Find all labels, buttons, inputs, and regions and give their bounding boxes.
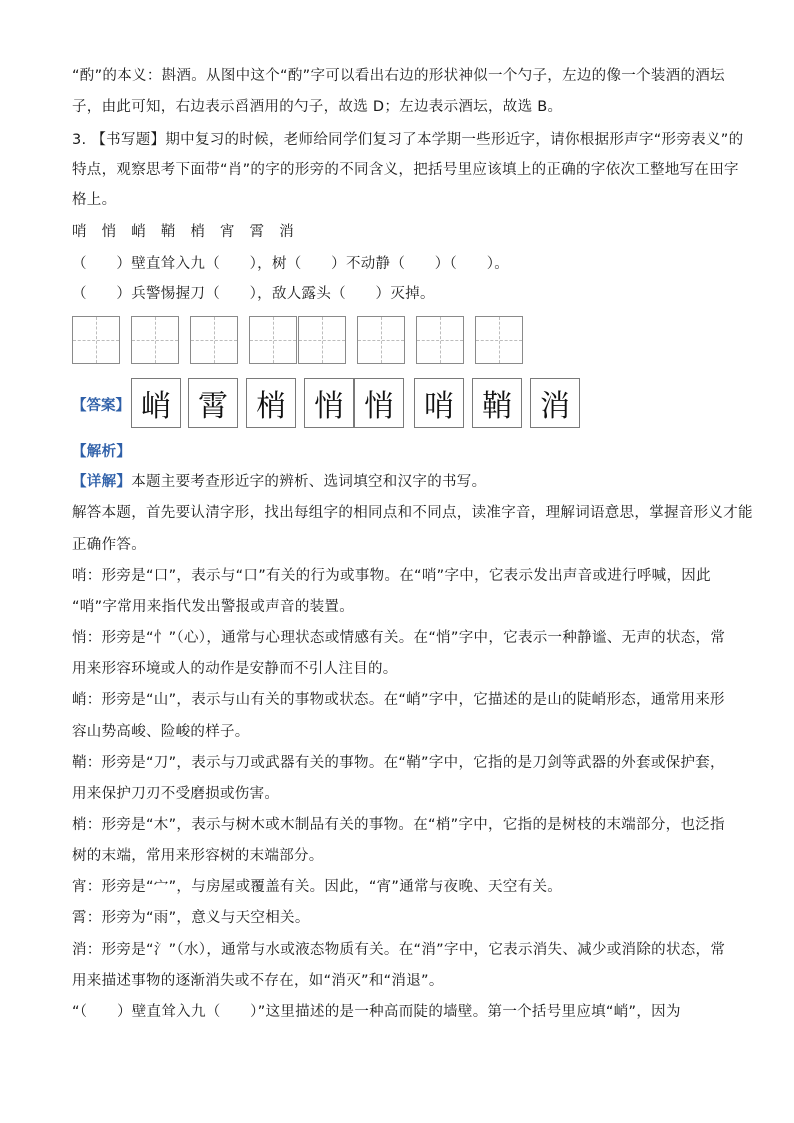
text-line: “（ ）壁直耸入九（ ）”这里描述的是一种高而陡的墙壁。第一个括号里应填“峭”，因为 [72, 1004, 681, 1020]
text-line: “酌”的本义：斟酒。从图中这个“酌”字可以看出右边的形状神似一个勺子，左边的像一个装酒的酒坛 [72, 68, 725, 84]
detail-label: 【详解】 [72, 474, 132, 490]
text-line: 鞘：形旁是“刀”，表示与刀或武器有关的事物。在“鞘”字中，它指的是刀剑等武器的外套或保护套， [72, 755, 725, 771]
text-line: 容山势高峻、险峻的样子。 [72, 724, 250, 740]
answer-label: 【答案】 [72, 398, 130, 414]
text-line: 宵：形旁是“宀”，与房屋或覆盖有关。因此，“宵”通常与夜晚、天空有关。 [72, 879, 563, 895]
text-line: 格上。 [72, 192, 117, 208]
text-line: 用来描述事物的逐渐消失或不存在，如“消灭”和“消退”。 [72, 973, 444, 989]
tianzi-grid-cell [131, 316, 179, 364]
answer-char-box: 悄 [354, 378, 404, 428]
text-line: 梢：形旁是“木”，表示与树木或木制品有关的事物。在“梢”字中，它指的是树枝的末端部分，也泛指 [72, 817, 725, 833]
analysis-label: 【解析】 [72, 444, 132, 460]
answer-char-box: 消 [530, 378, 580, 428]
text-line: 用来保护刀刃不受磨损或伤害。 [72, 786, 280, 802]
text-line: 悄：形旁是“忄”（心），通常与心理状态或情感有关。在“悄”字中，它表示一种静谧、无声的状态，常 [72, 630, 726, 646]
tianzi-grid-cell [357, 316, 405, 364]
text-line: 特点，观察思考下面带“肖”的字的形旁的不同含义，把括号里应该填上的正确的字依次工整地写在田字 [72, 162, 739, 178]
fill-blank-sentence-2: （ ）兵警惕握刀（ ），敌人露头（ ）灭掉。 [72, 286, 435, 302]
answer-char-box: 霄 [188, 378, 238, 428]
answer-char-box: 鞘 [472, 378, 522, 428]
detail-text: 本题主要考查形近字的辨析、选词填空和汉字的书写。 [131, 474, 487, 490]
tianzi-grid-cell [72, 316, 120, 364]
answer-char-box: 哨 [414, 378, 464, 428]
text-line: 树的末端，常用来形容树的末端部分。 [72, 848, 324, 864]
character-list: 哨 悄 峭 鞘 梢 宵 霄 消 [72, 224, 294, 240]
text-line: 哨：形旁是“口”，表示与“口”有关的行为或事物。在“哨”字中，它表示发出声音或进行呼喊，因此 [72, 568, 711, 584]
question-3-line: 3. 【书写题】期中复习的时候，老师给同学们复习了本学期一些形近字，请你根据形声字“形旁表义”的 [72, 132, 744, 148]
tianzi-grid-cell [298, 316, 346, 364]
answer-char-box: 峭 [131, 378, 181, 428]
text-line: 用来形容环境或人的动作是安静而不引人注目的。 [72, 661, 398, 677]
fill-blank-sentence-1: （ ）壁直耸入九（ ），树（ ）不动静（ ）（ ）。 [72, 256, 510, 272]
answer-char-box: 梢 [246, 378, 296, 428]
tianzi-grid-cell [416, 316, 464, 364]
text-line: “哨”字常用来指代发出警报或声音的装置。 [72, 599, 355, 615]
text-line: 子，由此可知，右边表示舀酒用的勺子，故选 D；左边表示酒坛，故选 B。 [72, 99, 563, 115]
text-line: 解答本题，首先要认清字形，找出每组字的相同点和不同点，读准字音，理解词语意思，掌握音形义才能 [72, 505, 753, 521]
tianzi-grid-cell [190, 316, 238, 364]
tianzi-grid-cell [249, 316, 297, 364]
text-line: 正确作答。 [72, 537, 146, 553]
text-line: 峭：形旁是“山”，表示与山有关的事物或状态。在“峭”字中，它描述的是山的陡峭形态，通常用来形 [72, 692, 725, 708]
detail-line [72, 472, 722, 492]
answer-char-box: 悄 [304, 378, 354, 428]
text-line: 消：形旁是“氵”（水），通常与水或液态物质有关。在“消”字中，它表示消失、减少或消除的状态，常 [72, 942, 726, 958]
tianzi-grid-cell [475, 316, 523, 364]
text-line: 霄：形旁为“雨”，意义与天空相关。 [72, 910, 310, 926]
